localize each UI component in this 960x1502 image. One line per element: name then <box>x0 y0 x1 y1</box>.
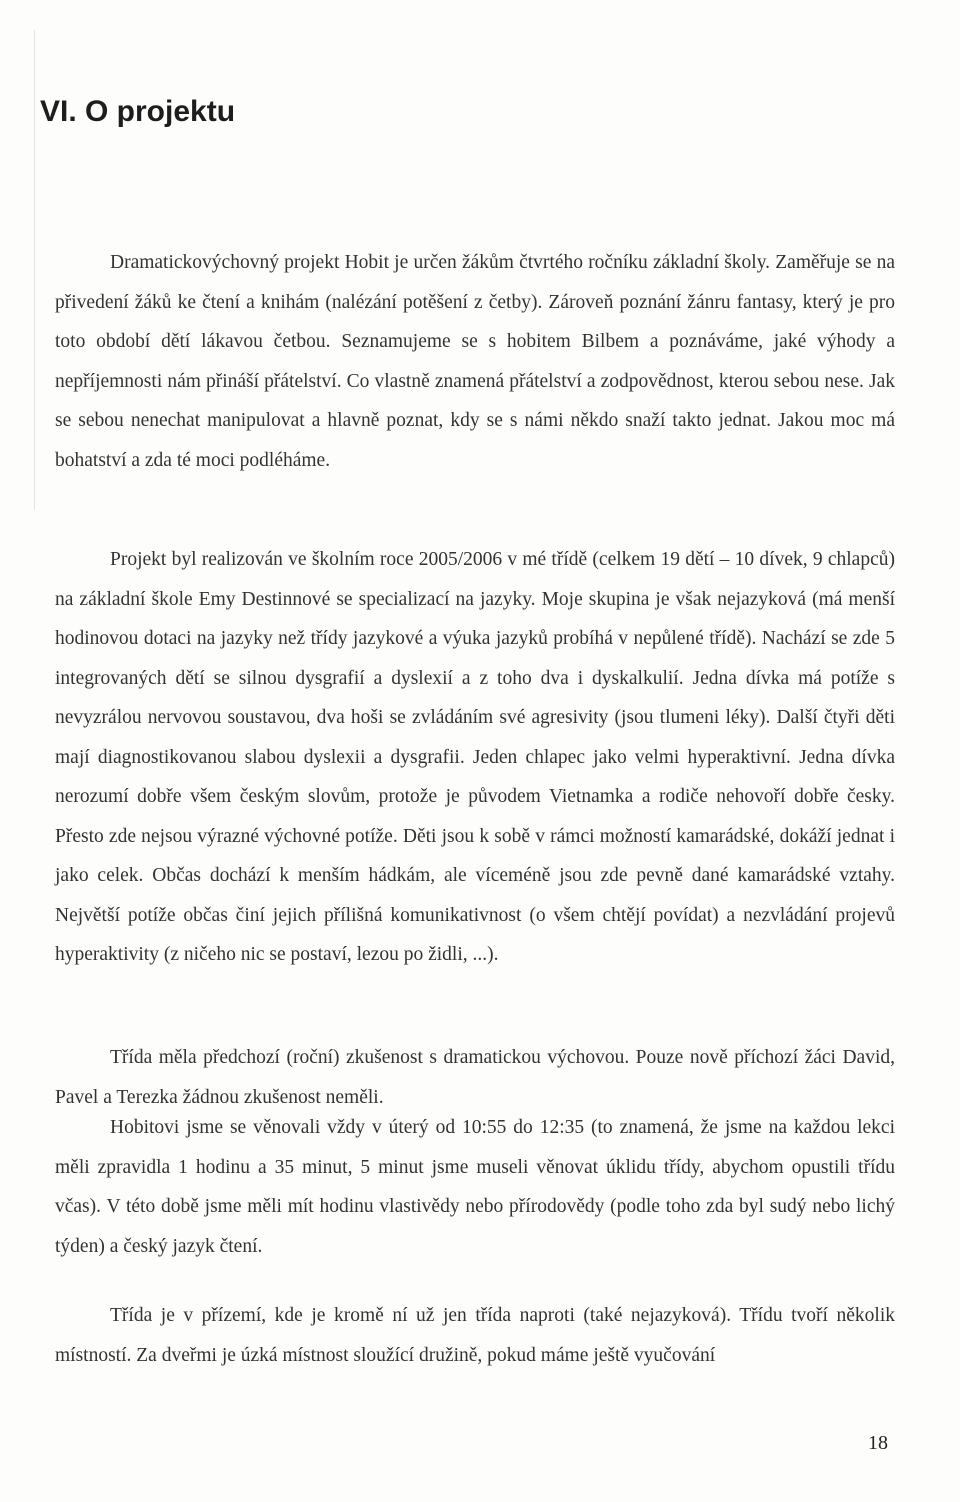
page-number: 18 <box>868 1432 888 1454</box>
paragraph-text: Dramatickovýchovný projekt Hobit je určen žákům čtvrtého ročníku základní školy. Zaměřuje se na přivedení žáků ke čtení a knihám (nalézání potěšení z četby). Zároveň poznání žánru fantasy, který je pro toto období dětí lákavou četbou. Seznamujeme se s hobitem Bilbem a poznáváme, jaké výhody a nepříjemnosti nám přináší přátelství. Co vlastně znamená přátelství a zodpovědnost, kterou sebou nese. Jak se sebou nenechat manipulovat a hlavně poznat, kdy se s námi někdo snaží takto jednat. Jakou moc má bohatství a zda té moci podléháme. <box>55 252 895 471</box>
paragraph-text: Hobitovi jsme se věnovali vždy v úterý od 10:55 do 12:35 (to znamená, že jsme na každou lekci měli zpravidla 1 hodinu a 35 minut, 5 minut jsme museli věnovat úklidu třídy, abychom opustili třídu včas). V této době jsme měli mít hodinu vlastivědy nebo přírodovědy (podle toho zda byl sudý nebo lichý týden) a český jazyk čtení. <box>55 1117 895 1257</box>
paragraph-text: Projekt byl realizován ve školním roce 2005/2006 v mé třídě (celkem 19 dětí – 10 dívek, 9 chlapců) na základní škole Emy Destinnové se specializací na jazyky. Moje skupina je však nejazyková (má menší hodinovou dotaci na jazyky než třídy jazykové a výuka jazyků probíhá v nepůlené třídě). Nachází se zde 5 integrovaných dětí se silnou dysgrafií a dyslexií a z toho dva i dyskalkulií. Jedna dívka má potíže s nevyzrálou nervovou soustavou, dva hoši se zvládáním své agresivity (jsou tlumeni léky). Další čtyři děti mají diagnostikovanou slabou dyslexii a dysgrafii. Jeden chlapec jako velmi hyperaktivní. Jedna dívka nerozumí dobře všem českým slovům, protože je původem Vietnamka a rodiče nehovoří dobře česky. Přesto zde nejsou výrazné výchovné potíže. Děti jsou k sobě v rámci možností kamarádské, dokáží jednat i jako celek. Občas dochází k menším hádkám, ale víceméně jsou zde pevně dané kamarádské vztahy. Největší potíže občas činí jejich přílišná komunikativnost (o všem chtějí povídat) a nezvládání projevů hyperaktivity (z ničeho nic se postaví, lezou po židli, ...). <box>55 549 895 965</box>
paragraph-intro <box>55 243 895 480</box>
paragraph-text: Třída měla předchozí (roční) zkušenost s dramatickou výchovou. Pouze nově příchozí žáci David, Pavel a Terezka žádnou zkušenost neměli. <box>55 1047 895 1108</box>
paragraph-schedule <box>55 1108 895 1266</box>
paragraph-text: Třída je v přízemí, kde je kromě ní už jen třída naproti (také nejazyková). Třídu tvoří několik místností. Za dveřmi je úzká místnost sloužící družině, pokud máme ještě vyučování <box>55 1305 895 1366</box>
paragraph-prior-experience <box>55 1038 895 1117</box>
paragraph-class-description <box>55 540 895 975</box>
scan-margin-line <box>34 30 35 510</box>
paragraph-classroom <box>55 1296 895 1375</box>
page-heading: VI. O projektu <box>40 95 236 128</box>
